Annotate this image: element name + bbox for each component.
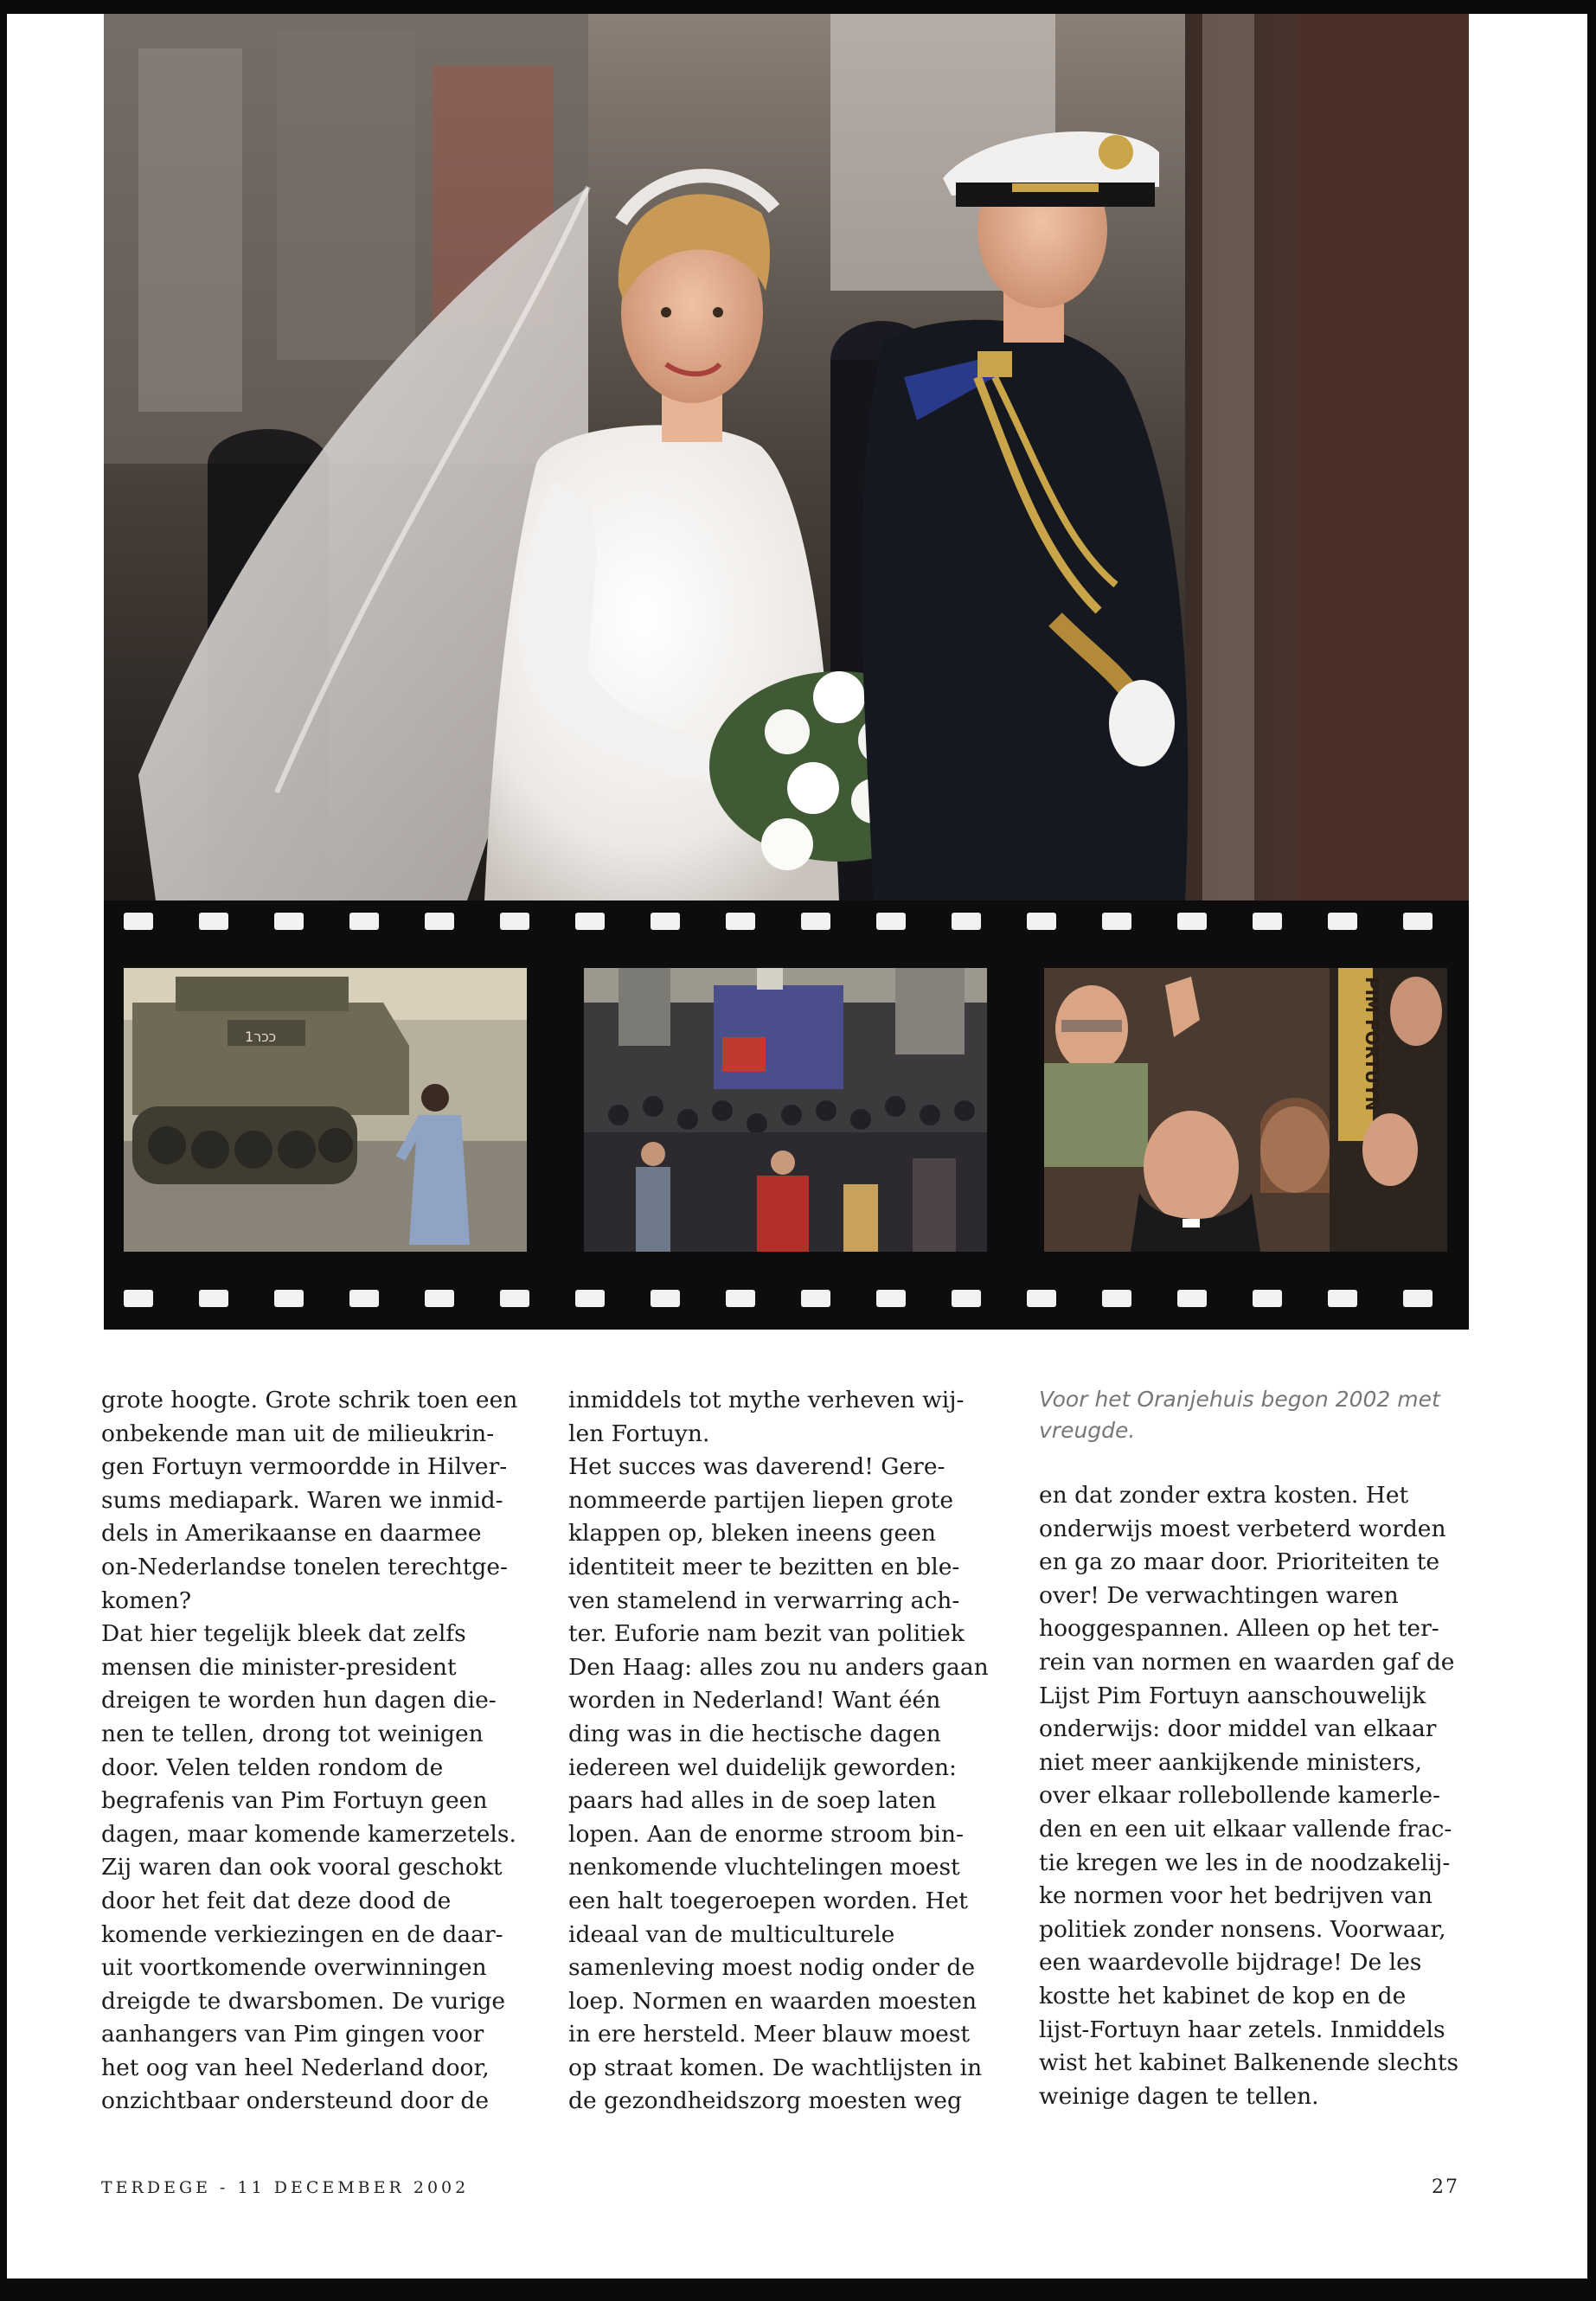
text-line: de gezondheidszorg moesten weg	[568, 2087, 962, 2115]
text-line: len Fortuyn.	[568, 1420, 710, 1447]
text-line: onderwijs: door middel van elkaar	[1039, 1715, 1437, 1743]
sprocket-hole	[349, 1290, 379, 1307]
sprocket-hole	[575, 1290, 605, 1307]
text-line: door het feit dat deze dood de	[101, 1887, 452, 1914]
sprocket-hole	[425, 1290, 454, 1307]
sprocket-hole	[952, 1290, 981, 1307]
magazine-footer-date: TERDEGE - 11 DECEMBER 2002	[101, 2178, 470, 2197]
text-line: onbekende man uit de milieukrin-	[101, 1420, 495, 1447]
sprocket-hole	[1027, 1290, 1056, 1307]
text-line: ideaal van de multiculturele	[568, 1920, 895, 1948]
sprocket-hole	[274, 1290, 304, 1307]
text-line: iedereen wel duidelijk geworden:	[568, 1753, 957, 1781]
text-line: ter. Euforie nam bezit van politiek	[568, 1620, 965, 1648]
text-line: loep. Normen en waarden moesten	[568, 1987, 977, 2015]
text-line: rein van normen en waarden gaf de	[1039, 1648, 1455, 1676]
photo-caption: Voor het Oranjehuis begon 2002 met vreugde.	[1039, 1387, 1440, 1443]
text-line: ke normen voor het bedrijven van	[1039, 1882, 1433, 1910]
sprocket-hole	[349, 913, 379, 930]
text-line: paars had alles in de soep laten	[568, 1787, 937, 1815]
text-line: dreigde te dwarsbomen. De vurige	[101, 1987, 506, 2015]
sprocket-hole	[199, 1290, 228, 1307]
text-line: Dat hier tegelijk bleek dat zelfs	[101, 1620, 466, 1648]
sprocket-holes-top	[104, 913, 1469, 939]
text-line: op straat komen. De wachtlijsten in	[568, 2054, 983, 2081]
sprocket-hole	[726, 1290, 755, 1307]
film-frame-procession	[584, 968, 987, 1252]
text-line: identiteit meer te bezitten en ble-	[568, 1553, 960, 1580]
text-line: inmiddels tot mythe verheven wij-	[568, 1387, 965, 1413]
text-line: en ga zo maar door. Prioriteiten te	[1039, 1548, 1440, 1576]
text-line: niet meer aankijkende ministers,	[1039, 1748, 1422, 1776]
sprocket-hole	[199, 913, 228, 930]
text-line: een halt toegeroepen worden. Het	[568, 1887, 968, 1914]
text-line: sums mediapark. Waren we inmid-	[101, 1486, 503, 1514]
sprocket-hole	[500, 1290, 529, 1307]
text-line: weinige dagen te tellen.	[1039, 2082, 1319, 2110]
text-line: over! De verwachtingen waren	[1039, 1581, 1399, 1609]
sprocket-hole	[1177, 913, 1207, 930]
sprocket-hole	[651, 1290, 680, 1307]
text-line: aanhangers van Pim gingen voor	[101, 2021, 484, 2048]
text-line: komende verkiezingen en de daar-	[101, 1920, 503, 1948]
sprocket-hole	[801, 1290, 830, 1307]
text-line: komen?	[101, 1586, 192, 1614]
text-line: ding was in die hectische dagen	[568, 1720, 941, 1747]
text-line: een waardevolle bijdrage! De les	[1039, 1949, 1422, 1977]
text-line: Lijst Pim Fortuyn aanschouwelijk	[1039, 1682, 1426, 1709]
article-column-3	[1039, 1384, 1471, 2113]
sprocket-hole	[1102, 913, 1131, 930]
scan-edge-top	[0, 0, 1596, 14]
sprocket-hole	[1403, 913, 1433, 930]
text-line: dagen, maar komende kamerzetels.	[101, 1820, 516, 1848]
text-line: nenkomende vluchtelingen moest	[568, 1854, 960, 1881]
text-line: onderwijs moest verbeterd worden	[1039, 1515, 1446, 1542]
sprocket-hole	[575, 913, 605, 930]
sprocket-hole	[1328, 1290, 1357, 1307]
text-line: worden in Nederland! Want één	[568, 1687, 941, 1715]
text-line: hooggespannen. Alleen op het ter-	[1039, 1615, 1439, 1643]
text-line: tie kregen we les in de noodzakelij-	[1039, 1849, 1451, 1876]
sprocket-hole	[1253, 913, 1282, 930]
text-line: lijst-Fortuyn haar zetels. Inmiddels	[1039, 2016, 1445, 2043]
text-line: politiek zonder nonsens. Voorwaar,	[1039, 1915, 1446, 1943]
sprocket-hole	[876, 1290, 906, 1307]
text-line: mensen die minister-president	[101, 1653, 457, 1681]
sprocket-hole	[124, 1290, 153, 1307]
text-line: on-Nederlandse tonelen terechtge-	[101, 1553, 509, 1580]
sprocket-hole	[1027, 913, 1056, 930]
text-line: gen Fortuyn vermoordde in Hilver-	[101, 1453, 508, 1481]
text-line: den en een uit elkaar vallende frac-	[1039, 1815, 1452, 1843]
film-frame-crowd	[1044, 968, 1447, 1252]
sprocket-hole	[274, 913, 304, 930]
text-line: wist het kabinet Balkenende slechts	[1039, 2049, 1459, 2077]
sprocket-hole	[952, 913, 981, 930]
text-line: dels in Amerikaanse en daarmee	[101, 1520, 482, 1548]
sprocket-hole	[1328, 913, 1357, 930]
sprocket-holes-bottom	[104, 1290, 1469, 1316]
page-number: 27	[1432, 2176, 1459, 2198]
text-line: door. Velen telden rondom de	[101, 1753, 444, 1781]
text-line: in ere hersteld. Meer blauw moest	[568, 2021, 971, 2048]
sprocket-hole	[124, 913, 153, 930]
article-column-2	[568, 1384, 1018, 2118]
sprocket-hole	[801, 913, 830, 930]
fortuyn-sign-text: PIM FORTUYN	[1362, 977, 1382, 1112]
text-line: Zij waren dan ook vooral geschokt	[101, 1854, 503, 1881]
sprocket-hole	[726, 913, 755, 930]
scan-edge-right	[1587, 0, 1596, 2301]
sprocket-hole	[500, 913, 529, 930]
tank-marking: 1ככר	[245, 1029, 277, 1045]
sprocket-hole	[1253, 1290, 1282, 1307]
sprocket-hole	[1177, 1290, 1207, 1307]
text-line: nen te tellen, drong tot weinigen	[101, 1720, 484, 1747]
sprocket-hole	[425, 913, 454, 930]
scan-edge-bottom	[0, 2279, 1596, 2301]
text-line: dreigen te worden hun dagen die-	[101, 1687, 497, 1715]
text-line: Het succes was daverend! Gere-	[568, 1453, 945, 1481]
text-line: begrafenis van Pim Fortuyn geen	[101, 1787, 488, 1815]
sprocket-hole	[651, 913, 680, 930]
sprocket-hole	[1403, 1290, 1433, 1307]
text-line: grote hoogte. Grote schrik toen een	[101, 1387, 518, 1413]
text-line: kostte het kabinet de kop en de	[1039, 1982, 1407, 2009]
sprocket-hole	[1102, 1290, 1131, 1307]
article-column-1	[101, 1384, 551, 2118]
film-strip	[104, 901, 1469, 1330]
text-line: ven stamelend in verwarring ach-	[568, 1586, 960, 1614]
text-line: samenleving moest nodig onder de	[568, 1954, 976, 1982]
text-line: onzichtbaar ondersteund door de	[101, 2087, 490, 2115]
text-line: Den Haag: alles zou nu anders gaan	[568, 1653, 989, 1681]
text-line: uit voortkomende overwinningen	[101, 1954, 487, 1982]
text-line: klappen op, bleken ineens geen	[568, 1520, 936, 1548]
wedding-photo	[104, 14, 1469, 901]
text-line: over elkaar rollebollende kamerle-	[1039, 1782, 1440, 1810]
scan-edge-left	[0, 0, 7, 2301]
text-line: en dat zonder extra kosten. Het	[1039, 1482, 1409, 1509]
text-line: lopen. Aan de enorme stroom bin-	[568, 1820, 964, 1848]
text-line: het oog van heel Nederland door,	[101, 2054, 490, 2081]
text-line: nommeerde partijen liepen grote	[568, 1486, 954, 1514]
film-frame-tank	[124, 968, 527, 1252]
sprocket-hole	[876, 913, 906, 930]
